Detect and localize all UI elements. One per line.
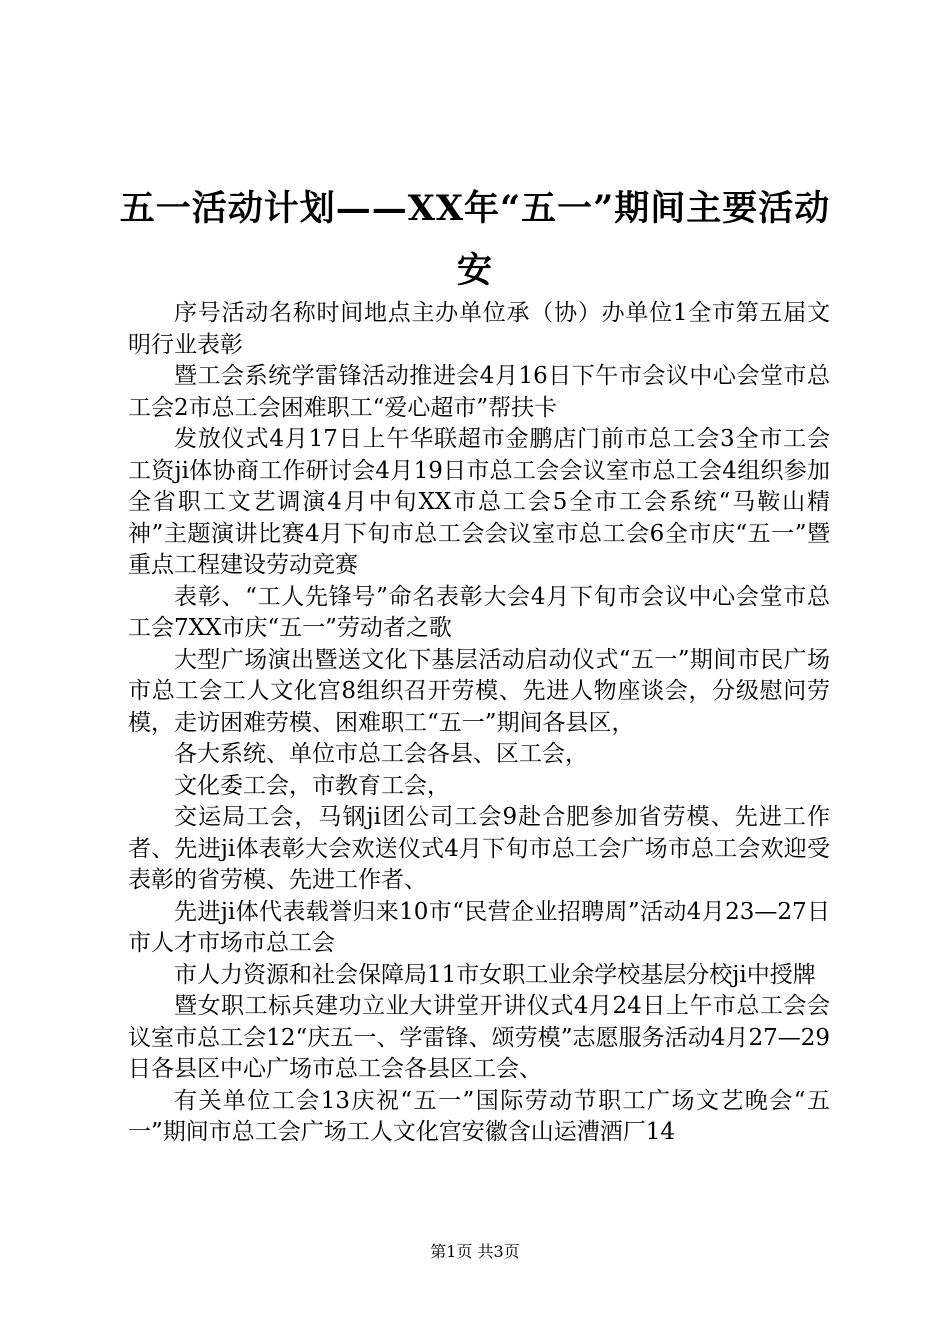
body-paragraph-12: 有关单位工会13庆祝“五一”国际劳动节职工广场文艺晚会“五一”期间市总工会广场工人文化宫安徽含山运漕酒厂14 (128, 1087, 830, 1145)
page-footer: 第1页 共3页 (430, 1242, 520, 1261)
body-paragraph-9: 先进ji体代表载誉归来10市“民营企业招聘周”活动4月23—27日市人才市场市总工会 (128, 898, 830, 956)
document-body (128, 298, 830, 1149)
body-paragraph-4: 表彰、“工人先锋号”命名表彰大会4月下旬市会议中心会堂市总工会7XX市庆“五一”劳动者之歌 (128, 583, 830, 641)
document-title: 五一活动计划——XX年“五一”期间主要活动安 (119, 188, 831, 291)
body-paragraph-1: 序号活动名称时间地点主办单位承（协）办单位1全市第五届文明行业表彰 (128, 300, 830, 358)
body-paragraph-10: 市人力资源和社会保障局11市女职工业余学校基层分校ji中授牌 (174, 961, 816, 988)
body-paragraph-11: 暨女职工标兵建功立业大讲堂开讲仪式4月24日上午市总工会会议室市总工会12“庆五一、学雷锋、颂劳模”志愿服务活动4月27—29日各县区中心广场市总工会各县区工会、 (128, 993, 830, 1082)
body-paragraph-5: 大型广场演出暨送文化下基层活动启动仪式“五一”期间市民广场市总工会工人文化宫8组织召开劳模、先进人物座谈会，分级慰问劳模，走访困难劳模、困难职工“五一”期间各县区， (128, 646, 830, 736)
body-paragraph-3: 发放仪式4月17日上午华联超市金鹏店门前市总工会3全市工会工资ji体协商工作研讨会4月19日市总工会会议室市总工会4组织参加全省职工文艺调演4月中旬XX市总工会5全市工会系统“马鞍山精神”主题演讲比赛4月下旬市总工会会议室市总工会6全市庆“五一”暨重点工程建设劳动竞赛 (128, 426, 830, 578)
body-paragraph-8: 交运局工会，马钢ji团公司工会9赴合肥参加省劳模、先进工作者、先进ji体表彰大会欢送仪式4月下旬市总工会广场市总工会欢迎受表彰的省劳模、先进工作者、 (128, 804, 830, 893)
body-paragraph-2: 暨工会系统学雷锋活动推进会4月16日下午市会议中心会堂市总工会2市总工会困难职工“爱心超市”帮扶卡 (128, 363, 830, 421)
body-paragraph-6: 各大系统、单位市总工会各县、区工会， (174, 741, 588, 767)
body-paragraph-7: 文化委工会，市教育工会， (174, 772, 450, 799)
